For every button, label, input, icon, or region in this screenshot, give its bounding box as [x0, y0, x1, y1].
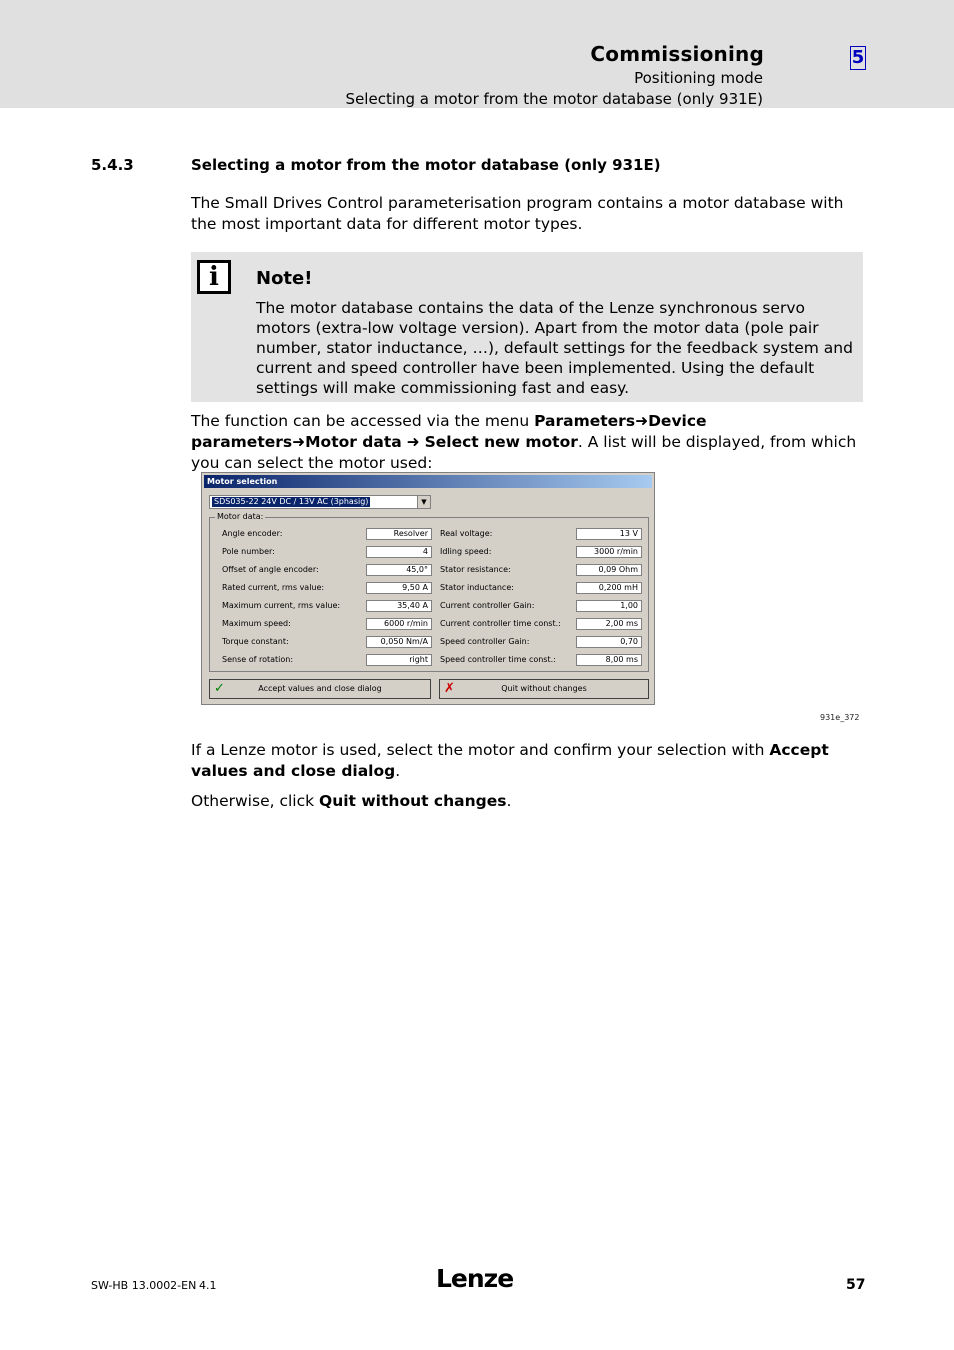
- field-label: Rated current, rms value:: [222, 583, 325, 592]
- chapter-title: Commissioning: [590, 42, 764, 66]
- document-version: 4.1: [199, 1279, 217, 1292]
- motor-selection-dialog: [201, 472, 655, 705]
- field-value: 0,70: [576, 636, 642, 648]
- confirm-prefix: If a Lenze motor is used, select the motor and confirm your selection with: [191, 741, 770, 759]
- field-label: Angle encoder:: [222, 529, 283, 538]
- field-value: right: [366, 654, 432, 666]
- field-label: Torque constant:: [222, 637, 289, 646]
- field-value: 4: [366, 546, 432, 558]
- note-box: [191, 252, 863, 402]
- quit-label: Quit without changes: [501, 684, 587, 693]
- arrow-icon: ➜: [406, 433, 420, 451]
- confirm-suffix: .: [395, 762, 401, 780]
- menu-path-paragraph: [191, 411, 863, 474]
- accept-label: Accept values and close dialog: [258, 684, 382, 693]
- menu-text-prefix: The function can be accessed via the menu: [191, 412, 535, 430]
- motor-data-group: [209, 512, 649, 672]
- page-number: 57: [846, 1277, 866, 1293]
- section-subtitle: Selecting a motor from the motor database (only 931E): [345, 90, 763, 108]
- note-text: The motor database contains the data of the Lenze synchronous servo motors (extra-low voltage version). Apart from the motor data (pole pair number, stator inductance, …), default settings for the feedback system and current and speed controller have been implemented. Using the default settings will make commissioning fast and easy.: [256, 299, 853, 397]
- field-label: Maximum speed:: [222, 619, 291, 628]
- figure-id: 931e_372: [820, 713, 860, 722]
- field-label: Speed controller time const.:: [440, 655, 556, 664]
- field-value: 8,00 ms: [576, 654, 642, 666]
- confirm-paragraph: [191, 740, 863, 782]
- chapter-subtitle: Positioning mode: [634, 69, 763, 87]
- quit-without-changes-button[interactable]: [439, 679, 649, 699]
- section-title: Selecting a motor from the motor database (only 931E): [191, 156, 661, 174]
- menu-item-select-new-motor: Select new motor: [424, 433, 578, 451]
- field-label: Stator inductance:: [440, 583, 514, 592]
- menu-item-parameters: Parameters: [534, 412, 636, 430]
- otherwise-suffix: .: [506, 792, 512, 810]
- menu-text-suffix: . A list will be displayed, from which you can select the motor used:: [191, 433, 857, 472]
- field-value: 0,09 Ohm: [576, 564, 642, 576]
- arrow-icon: ➜: [635, 412, 649, 430]
- field-value: 9,50 A: [366, 582, 432, 594]
- field-value: 13 V: [576, 528, 642, 540]
- section-number: 5.4.3: [91, 156, 134, 174]
- field-label: Maximum current, rms value:: [222, 601, 341, 610]
- intro-paragraph: The Small Drives Control parameterisation program contains a motor database with the most important data for different motor types.: [191, 194, 844, 233]
- menu-item-device-parameters: Device parameters: [191, 412, 707, 451]
- field-value: 3000 r/min: [576, 546, 642, 558]
- document-id: SW-HB 13.0002-EN: [91, 1279, 197, 1292]
- note-title: Note!: [256, 268, 313, 289]
- field-value: 45,0°: [366, 564, 432, 576]
- group-label: Motor data:: [217, 512, 264, 521]
- field-label: Offset of angle encoder:: [222, 565, 319, 574]
- field-value: 0,200 mH: [576, 582, 642, 594]
- field-value: 6000 r/min: [366, 618, 432, 630]
- quit-button-ref: Quit without changes: [319, 792, 507, 810]
- field-label: Current controller time const.:: [440, 619, 561, 628]
- info-icon: i: [197, 260, 231, 294]
- field-value: 0,050 Nm/A: [366, 636, 432, 648]
- menu-item-motor-data: Motor data: [305, 433, 402, 451]
- selected-motor: SDS035-22 24V DC / 13V AC (3phasig): [214, 497, 369, 506]
- field-label: Sense of rotation:: [222, 655, 294, 664]
- field-value: 1,00: [576, 600, 642, 612]
- field-value: 2,00 ms: [576, 618, 642, 630]
- field-label: Speed controller Gain:: [440, 637, 530, 646]
- chapter-number-link[interactable]: 5: [851, 47, 865, 68]
- field-value: 35,40 A: [366, 600, 432, 612]
- confirm-button-ref: Accept values and close dialog: [191, 741, 829, 780]
- lenze-logo: Lenze: [436, 1264, 514, 1293]
- otherwise-paragraph: [191, 791, 863, 812]
- field-label: Idling speed:: [440, 547, 492, 556]
- accept-values-button[interactable]: [209, 679, 431, 699]
- arrow-icon: ➜: [292, 433, 306, 451]
- otherwise-prefix: Otherwise, click: [191, 792, 320, 810]
- motor-select-dropdown[interactable]: [209, 495, 431, 509]
- field-label: Stator resistance:: [440, 565, 511, 574]
- checkmark-icon: ✓: [214, 681, 225, 696]
- field-label: Real voltage:: [440, 529, 493, 538]
- dialog-title: Motor selection: [204, 475, 652, 488]
- field-label: Pole number:: [222, 547, 275, 556]
- field-value: Resolver: [366, 528, 432, 540]
- cross-icon: ✗: [444, 681, 455, 696]
- field-label: Current controller Gain:: [440, 601, 535, 610]
- chevron-down-icon[interactable]: ▼: [417, 496, 430, 508]
